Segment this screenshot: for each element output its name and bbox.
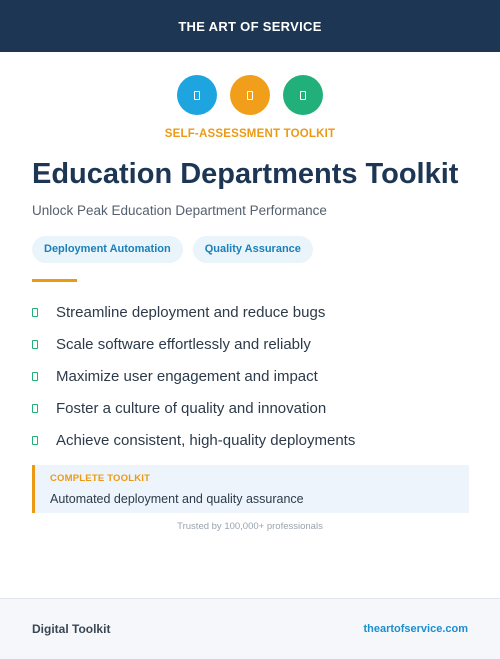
- benefit-text: Scale software effortlessly and reliably: [56, 335, 311, 353]
- tag-quality-assurance: Quality Assurance: [193, 236, 313, 263]
- trust-note: Trusted by 100,000+ professionals: [177, 521, 323, 532]
- footer-website-link[interactable]: theartofservice.com: [363, 623, 468, 635]
- header-bar: [0, 0, 500, 52]
- footer-bar: [0, 598, 500, 659]
- orange-badge-icon: [230, 75, 270, 115]
- list-item: [32, 360, 355, 392]
- check-icon: [32, 436, 38, 445]
- callout-text: Automated deployment and quality assurance: [50, 492, 304, 506]
- benefit-text: Maximize user engagement and impact: [56, 367, 318, 385]
- eyebrow-label: SELF-ASSESSMENT TOOLKIT: [164, 128, 336, 140]
- list-item: [32, 392, 355, 424]
- check-icon: [32, 404, 38, 413]
- square-glyph-icon: [194, 91, 200, 100]
- check-icon: [32, 340, 38, 349]
- brand-name: THE ART OF SERVICE: [178, 18, 322, 34]
- callout-label: COMPLETE TOOLKIT: [50, 473, 151, 484]
- list-item: [32, 328, 355, 360]
- page-subtitle: Unlock Peak Education Department Performance: [32, 203, 327, 218]
- benefit-list: [32, 296, 355, 456]
- tag-list: [32, 236, 313, 263]
- square-glyph-icon: [247, 91, 253, 100]
- benefit-text: Foster a culture of quality and innovation: [56, 399, 327, 417]
- footer-product-type: Digital Toolkit: [32, 622, 111, 636]
- page-title: Education Departments Toolkit: [32, 158, 459, 190]
- accent-divider: [32, 279, 77, 282]
- list-item: [32, 424, 355, 456]
- benefit-text: Streamline deployment and reduce bugs: [56, 303, 326, 321]
- tag-deployment-automation: Deployment Automation: [32, 236, 183, 263]
- list-item: [32, 296, 355, 328]
- icon-row: [0, 75, 500, 115]
- toolkit-callout: [32, 465, 469, 513]
- green-badge-icon: [283, 75, 323, 115]
- check-icon: [32, 308, 38, 317]
- benefit-text: Achieve consistent, high-quality deployments: [56, 431, 356, 449]
- square-glyph-icon: [300, 91, 306, 100]
- check-icon: [32, 372, 38, 381]
- blue-badge-icon: [177, 75, 217, 115]
